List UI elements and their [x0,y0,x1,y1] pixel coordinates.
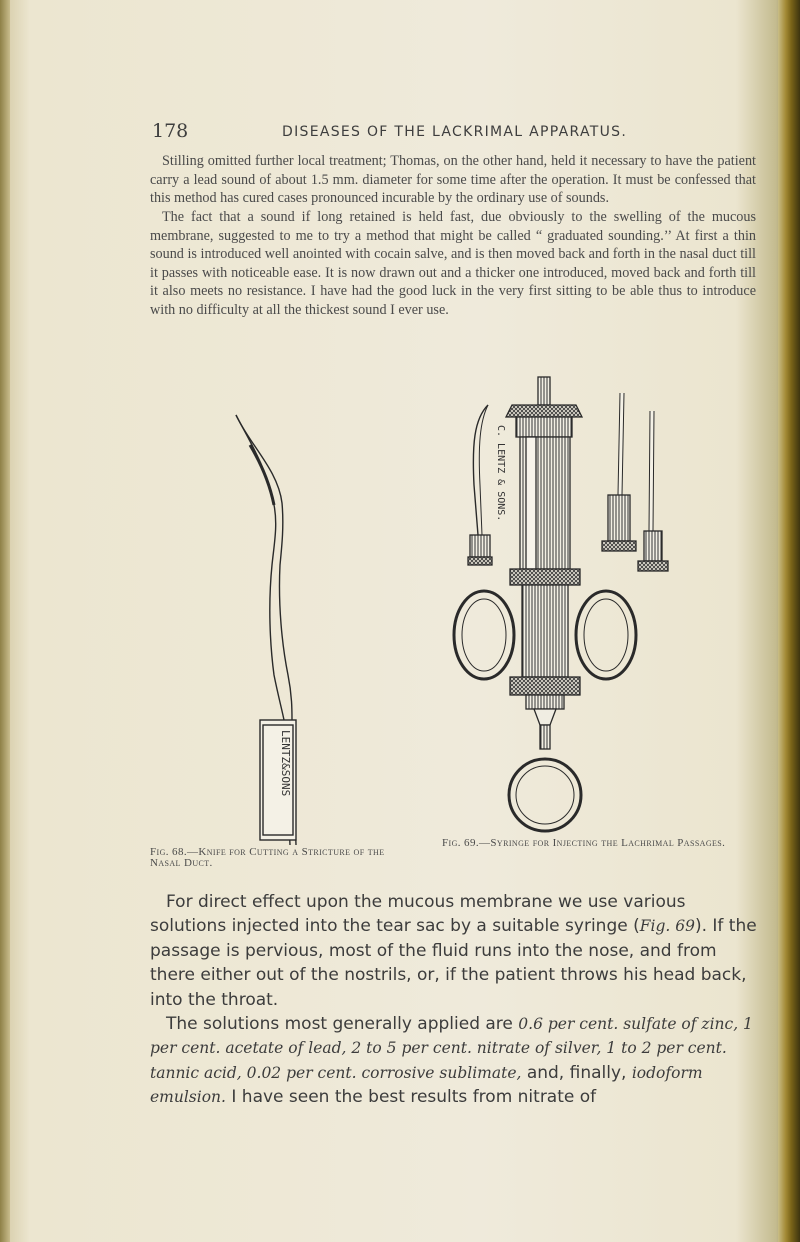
text-run: and, finally, [521,1062,632,1083]
running-head: DISEASES OF THE LACKRIMAL APPARATUS. [282,124,628,140]
figure-69-caption: Fig. 69.—Syringe for Injecting the Lachrimal Passages. [442,837,726,849]
paragraph-solutions [150,1012,762,1110]
text-run: ). If the passage is pervious, most of the fluid runs into the nose, and from there either out of the nostrils, or, if the patient throws his head back, into the throat. [150,916,757,1010]
paragraph-stilling: Stilling omitted further local treatment; Thomas, on the other hand, held it necessary to have the patient carry a lead sound of about 1.5 mm. diameter for some time after the operation. It must be confessed that this method has cured cases pronounced incurable by the ordinary use of sounds. [150,153,756,207]
figure-reference: Fig. 69 [639,917,695,936]
page-gutter [0,0,10,1242]
text-run: I have seen the best results from nitrate of [225,1087,597,1108]
figure-68-caption: Fig. 68.—Knife for Cutting a Stricture of the Nasal Duct. [150,846,385,869]
figure-illustrations [150,375,770,845]
paragraph-direct-effect [150,890,762,1012]
syringe-illustration [454,377,668,831]
text-run: For direct effect upon the mucous membrane we use various solutions injected into the tear sac by a suitable syringe ( [150,892,686,937]
text-run: The solutions most generally applied are [166,1014,519,1034]
page-number: 178 [152,120,189,142]
syringe-engraving-mark: C. LENTZ & SONS. [495,425,506,522]
iodoform-term: iodoform emulsion. [150,1063,703,1107]
knife-engraving-mark: LENTZ&SONS [279,730,292,797]
page-header [152,120,652,144]
paragraph-graduated-sounding: The fact that a sound if long retained is held fast, due obviously to the swelling of the mucous membrane, suggested to me to try a method that might be called “ graduated sounding.’’ At first a thin sound is introduced well anointed with cocain salve, and is then moved back and forth in the nasal duct till it passes with noticeable ease. It is now drawn out and a thicker one introduced, moved back and forth till it also meets no resistance. I have had the good luck in the very first sitting to be able thus to introduce with no difficulty at all the thickest sound I ever use. [150,209,756,318]
solutions-list: 0.6 per cent. sulfate of zinc, 1 per cent. acetate of lead, 2 to 5 per cent. nitrate of silver, 1 to 2 per cent. tannic acid, 0.02 per cent. corrosive sublimate, [150,1015,753,1082]
gilt-page-edge [778,0,800,1242]
